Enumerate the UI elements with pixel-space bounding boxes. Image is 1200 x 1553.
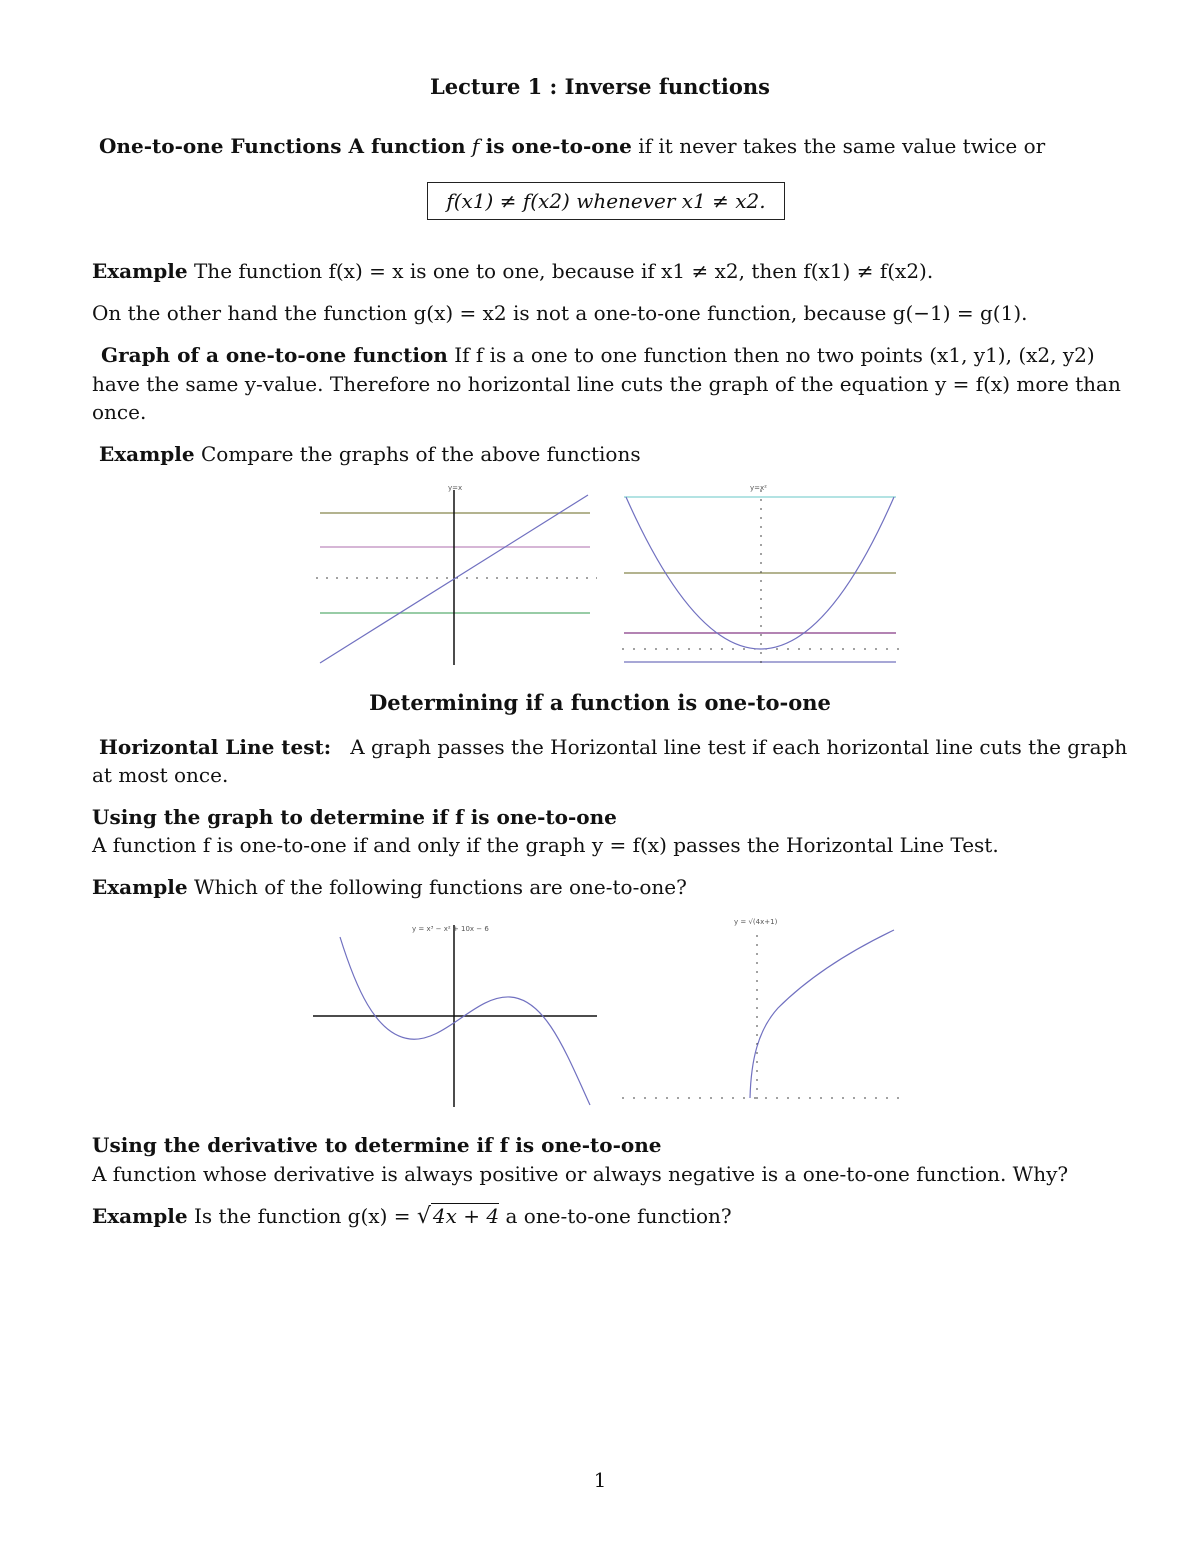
- sqrt-argument: 4x + 4: [432, 1204, 500, 1228]
- horizontal-line-test-label: Horizontal Line test:: [99, 735, 332, 759]
- graph-label: y = √(4x+1): [734, 918, 778, 926]
- definition-f: f: [471, 134, 480, 158]
- example-4: [92, 1202, 1124, 1231]
- graph-definition-text-2: have the same y-value. Therefore no horizontal line cuts the graph of the equation y = f(x) more than: [92, 372, 1121, 396]
- graph-linear-function: [312, 480, 602, 670]
- example-label: Example: [92, 875, 188, 899]
- example-2-text: Compare the graphs of the above functions: [200, 442, 641, 466]
- definition-is: is one-to-one: [485, 134, 632, 158]
- y-axis-label: y=x²: [750, 484, 767, 492]
- function-curve: [340, 937, 590, 1105]
- graph-definition-line-1: [101, 341, 1133, 369]
- example-label: Example: [99, 442, 195, 466]
- example-label: Example: [92, 1204, 188, 1228]
- definition-box: [427, 182, 785, 220]
- example-1: [92, 257, 1124, 285]
- horizontal-line-test-text-2: at most once.: [92, 763, 229, 787]
- example-4-text-post: a one-to-one function?: [505, 1204, 732, 1228]
- function-curve: [750, 930, 894, 1098]
- definition-box-text: f(x1) ≠ f(x2) whenever x1 ≠ x2.: [446, 189, 766, 213]
- graph-definition-text-1: If f is a one to one function then no two points (x1, y1), (x2, y2): [454, 343, 1095, 367]
- page-title: Lecture 1 : Inverse functions: [430, 74, 770, 99]
- definition-line: [99, 132, 1131, 160]
- graph-definition-label: Graph of a one-to-one function: [101, 343, 448, 367]
- horizontal-line-test-line-1: [99, 733, 1131, 761]
- graph-label: y = x³ − x² + 10x − 6: [412, 925, 489, 933]
- using-graph-text: A function f is one-to-one if and only if the graph y = f(x) passes the Horizontal Line Test.: [92, 833, 999, 857]
- graph-definition-text-3: once.: [92, 400, 147, 424]
- graph-sqrt-function: [618, 910, 903, 1110]
- definition-lead: One-to-one Functions A function: [99, 134, 466, 158]
- definition-rest: if it never takes the same value twice or: [638, 134, 1046, 158]
- example-3-text: Which of the following functions are one-to-one?: [193, 875, 687, 899]
- using-graph-heading: Using the graph to determine if f is one-to-one: [92, 805, 617, 829]
- example-3: [92, 873, 1124, 901]
- y-axis-label: y=x: [448, 484, 463, 492]
- sqrt-icon: √: [416, 1204, 431, 1229]
- example-1-text: The function f(x) = x is one to one, because if x1 ≠ x2, then f(x1) ≠ f(x2).: [193, 259, 934, 283]
- example-label: Example: [92, 259, 188, 283]
- graph-quadratic-function: [618, 480, 903, 670]
- example-1b-text: On the other hand the function g(x) = x2 is not a one-to-one function, because g(−1) = g(1).: [92, 301, 1028, 325]
- using-derivative-text: A function whose derivative is always positive or always negative is a one-to-one function. Why?: [92, 1162, 1069, 1186]
- example-4-text-pre: Is the function g(x) =: [193, 1204, 411, 1228]
- example-2: [99, 440, 1131, 468]
- using-derivative-heading: Using the derivative to determine if f is one-to-one: [92, 1133, 662, 1157]
- section-heading: Determining if a function is one-to-one: [369, 690, 831, 715]
- graph-cubic-function: [310, 915, 600, 1110]
- horizontal-line-test-text-1: A graph passes the Horizontal line test if each horizontal line cuts the graph: [350, 735, 1128, 759]
- page-number: 1: [593, 1468, 607, 1492]
